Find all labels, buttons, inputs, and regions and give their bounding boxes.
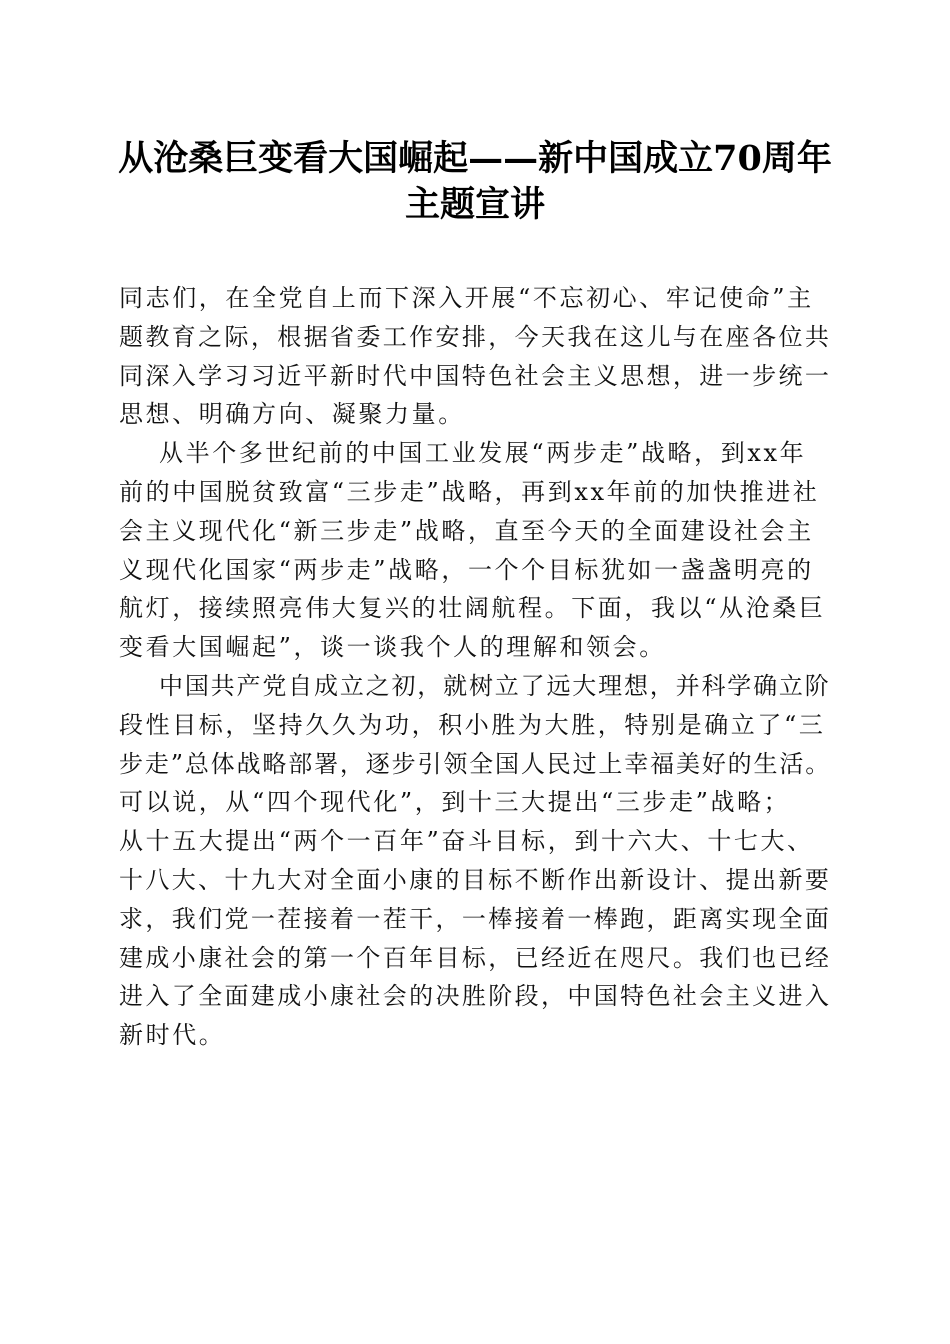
text-line: 思想、明确方向、凝聚力量。: [119, 400, 465, 429]
paragraph-2: [119, 434, 831, 667]
text-line: 题教育之际，根据省委工作安排，今天我在这儿与在座各位共: [119, 322, 832, 351]
text-line: 建成小康社会的第一个百年目标，已经近在咫尺。我们也已经: [119, 943, 832, 972]
text-line: 段性目标，坚持久久为功，积小胜为大胜，特别是确立了“三: [119, 710, 826, 739]
text-line: 步走”总体战略部署，逐步引领全国人民过上幸福美好的生活。: [119, 749, 832, 778]
text-line: 可以说，从“四个现代化”，到十三大提出“三步走”战略；: [119, 788, 791, 817]
text-line: 中国共产党自成立之初，就树立了远大理想，并科学确立阶: [159, 671, 831, 700]
document-title: 从沧桑巨变看大国崛起——新中国成立70周年主题宣讲: [118, 138, 832, 225]
text-line: 同深入学习习近平新时代中国特色社会主义思想，进一步统一: [119, 361, 832, 390]
document-body: [119, 279, 831, 1055]
text-line: 变看大国崛起”，谈一谈我个人的理解和领会。: [119, 633, 666, 662]
text-line: 进入了全面建成小康社会的决胜阶段，中国特色社会主义进入: [119, 982, 832, 1011]
text-line: 从半个多世纪前的中国工业发展“两步走”战略，到xx年: [159, 439, 807, 468]
text-line: 航灯，接续照亮伟大复兴的壮阔航程。下面，我以“从沧桑巨: [119, 594, 826, 623]
paragraph-1: [119, 279, 831, 434]
text-line: 从十五大提出“两个一百年”奋斗目标，到十六大、十七大、: [119, 827, 814, 856]
text-line: 求，我们党一茬接着一茬干，一棒接着一棒跑，距离实现全面: [119, 904, 832, 933]
paragraph-3: [119, 667, 831, 1055]
text-line: 十八大、十九大对全面小康的目标不断作出新设计、提出新要: [119, 865, 832, 894]
text-line: 新时代。: [119, 1021, 226, 1050]
text-line: 同志们，在全党自上而下深入开展“不忘初心、牢记使命”主: [119, 284, 814, 312]
text-line: 义现代化国家“两步走”战略，一个个目标犹如一盏盏明亮的: [119, 555, 814, 584]
text-line: 前的中国脱贫致富“三步走”战略，再到xx年前的加快推进社: [119, 477, 820, 506]
text-line: 会主义现代化“新三步走”战略，直至今天的全面建设社会主: [119, 516, 814, 545]
